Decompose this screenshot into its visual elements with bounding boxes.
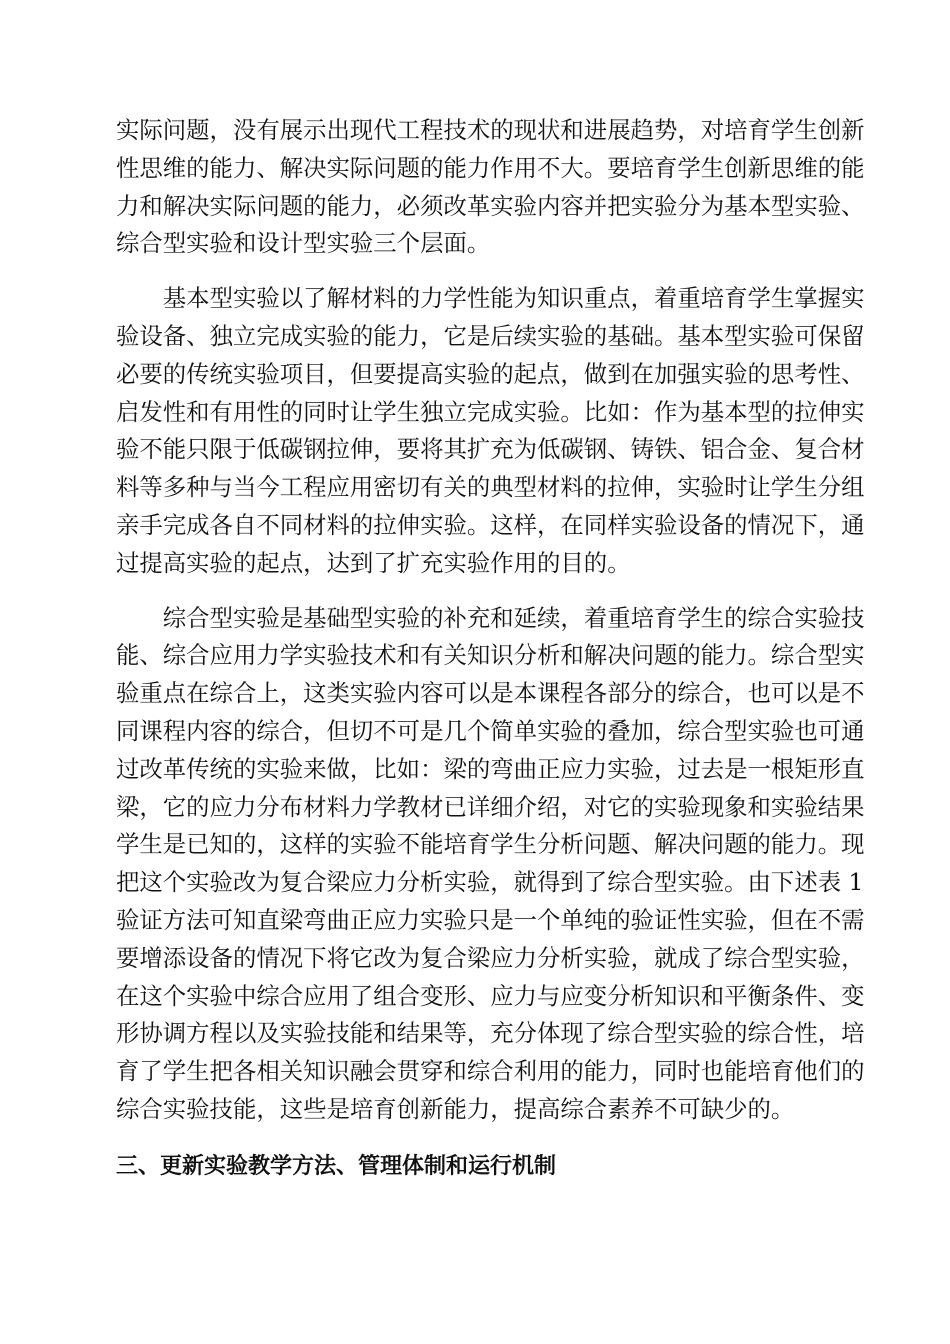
text-line: 育了学生把各相关知识融会贯穿和综合利用的能力，同时也能培育他们的 [116,1057,865,1086]
text-line: 验证方法可知直梁弯曲正应力实验只是一个单纯的验证性实验，但在不需 [116,905,865,934]
text-line: 形协调方程以及实验技能和结果等，充分体现了综合型实验的综合性，培 [116,1019,865,1048]
text-line: 同课程内容的综合，但切不可是几个简单实验的叠加，综合型实验也可通 [116,716,865,745]
text-line: 实际问题，没有展示出现代工程技术的现状和进展趋势，对培育学生创新 [116,116,865,144]
text-line: 学生是已知的，这样的实验不能培育学生分析问题、解决问题的能力。现 [116,830,865,859]
text-line: 过改革传统的实验来做，比如：梁的弯曲正应力实验，过去是一根矩形直 [116,754,865,783]
text-line: 综合型实验和设计型实验三个层面。 [116,229,491,258]
text-line: 能、综合应用力学实验技术和有关知识分析和解决问题的能力。综合型实 [116,641,865,670]
paragraph-intro-continuation [116,112,865,263]
text-line: 性思维的能力、解决实际问题的能力作用不大。要培育学生创新思维的能 [116,153,865,182]
text-line: 验设备、独立完成实验的能力，它是后续实验的基础。基本型实验可保留 [116,321,865,350]
paragraph-basic-experiments [116,280,865,582]
text-line: 梁，它的应力分布材料力学教材已详细介绍，对它的实验现象和实验结果 [116,792,865,821]
text-line: 基本型实验以了解材料的力学性能为知识重点，着重培育学生掌握实 [162,284,865,313]
text-line: 验不能只限于低碳钢拉伸，要将其扩充为低碳钢、铸铁、铝合金、复合材 [116,435,865,464]
text-line: 要增添设备的情况下将它改为复合梁应力分析实验，就成了综合型实验， [116,943,865,972]
text-line: 综合型实验是基础型实验的补充和延续，着重培育学生的综合实验技 [162,603,865,632]
text-line: 综合实验技能，这些是培育创新能力，提高综合素养不可缺少的。 [116,1094,795,1123]
text-line: 过提高实验的起点，达到了扩充实验作用的目的。 [116,548,631,577]
text-line: 启发性和有用性的同时让学生独立完成实验。比如：作为基本型的拉伸实 [116,397,865,426]
text-line: 力和解决实际问题的能力，必须改革实验内容并把实验分为基本型实验、 [116,191,865,220]
document-body [116,112,865,1186]
text-line: 必要的传统实验项目，但要提高实验的起点，做到在加强实验的思考性、 [116,359,865,388]
paragraph-comprehensive-experiments [116,600,865,1129]
text-line: 在这个实验中综合应用了组合变形、应力与应变分析知识和平衡条件、变 [116,981,865,1010]
text-line: 验重点在综合上，这类实验内容可以是本课程各部分的综合，也可以是不 [116,679,865,708]
text-line: 料等多种与当今工程应用密切有关的典型材料的拉伸，实验时让学生分组 [116,473,865,502]
section-heading: 三、更新实验教学方法、管理体制和运行机制 [116,1153,557,1179]
text-line: 亲手完成各自不同材料的拉伸实验。这样，在同样实验设备的情况下，通 [116,510,865,539]
text-line: 把这个实验改为复合梁应力分析实验，就得到了综合型实验。由下述表 1 [116,868,864,897]
